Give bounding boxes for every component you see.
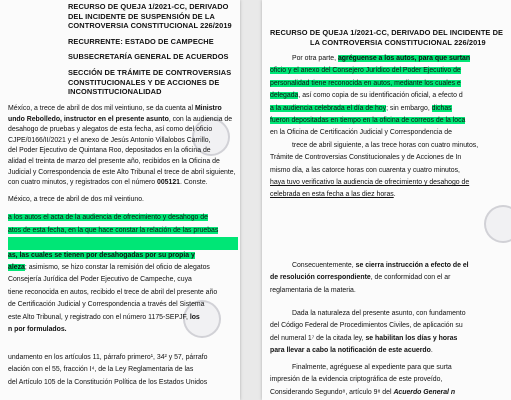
case-header	[68, 2, 238, 97]
delegate-paragraph	[270, 53, 511, 202]
text-line: elación con el 55, fracción I⁴, de la Ley Reglamentaria de las	[8, 366, 194, 374]
text-run: .	[430, 347, 433, 355]
text-line: desahogo de pruebas y alegatos de esta fecha, así como del oficio	[8, 126, 213, 134]
closing-instruction-paragraph	[270, 260, 511, 297]
header-line: SUBSECRETARÍA GENERAL DE ACUERDOS	[68, 52, 229, 62]
highlighted-run: a la audiencia celebrada el día de hoy	[270, 104, 387, 112]
header-line: CONTROVERSIA CONSTITUCIONAL 226/2019	[68, 21, 232, 31]
text-run: ; asimismo, se hizo constar la remisión del oficio de alegatos	[24, 264, 210, 272]
header-line: LA CONTROVERSIA CONSTITUCIONAL 226/2019	[310, 37, 486, 47]
text-run: se cierra instrucción a efecto de el	[355, 262, 469, 269]
text-line: reglamentaria de la materia.	[270, 286, 356, 294]
text-line: del Artículo 105 de la Constitución Política de los Estados Unidos	[8, 378, 208, 386]
highlighted-run: personalidad tiene reconocida en autos, mediante los cuales e	[270, 79, 461, 87]
text-run: de resolución correspondiente	[270, 274, 371, 282]
text-run: Dada la naturaleza del presente asunto, con fundamento	[292, 310, 466, 317]
highlighted-run: aleza	[8, 264, 25, 272]
text-run: , así como copia de su identificación oficial, a efecto d	[298, 92, 463, 100]
header-line: CONSTITUCIONALES Y DE ACCIONES DE	[68, 77, 220, 87]
text-run: , de conformidad con el ar	[370, 274, 451, 282]
text-run: los	[189, 313, 200, 321]
final-paragraph	[270, 362, 511, 399]
text-run: del numeral 1⁷ de la citada ley,	[270, 334, 364, 342]
highlighted-run: a los autos el acta de la audiencia de ofrecimiento y desahogo de	[8, 214, 208, 222]
text-line: mismo día, a las catorce horas con cuarenta y cuatro minutos,	[270, 166, 460, 174]
enabling-hours-paragraph	[270, 308, 511, 358]
text-run: Considerando Segundo⁸, artículo 9⁸ del	[270, 388, 392, 396]
header-line: RECURSO DE QUEJA 1/2021-CC, DERIVADO DEL INCIDENTE DE	[270, 28, 504, 37]
text-run: se habilitan los días y horas	[365, 334, 458, 342]
header-line: RECURRENTE: ESTADO DE CAMPECHE	[68, 36, 214, 46]
header-line: RECURSO DE QUEJA 1/2021-CC, DERIVADO	[68, 2, 229, 11]
highlighted-run: as, las cuales se tienen por desahogadas por su propia y	[8, 251, 195, 259]
seal-watermark	[484, 205, 511, 243]
highlighted-run: agréguense a los autos, para que surtan	[337, 55, 471, 62]
legal-basis-paragraph	[8, 352, 240, 389]
text-run: celebrada en esta fecha a las diez horas	[270, 191, 394, 199]
text-line: impresión de la evidencia criptográfica de este proveído,	[270, 376, 443, 384]
account-paragraph	[8, 104, 236, 189]
text-run: Acuerdo General n	[393, 388, 456, 396]
text-line: CJPE/0166/II/2021 y el anexo de Jesús Antonio Villalobos Carrillo,	[8, 136, 211, 144]
document-page-left	[0, 0, 240, 400]
text-run: Méxíco, a trece de abril de dos mil veintiuno, se da cuenta al	[8, 105, 194, 112]
text-run: con cuatro minutos, y registrados con el número	[8, 179, 156, 187]
header-line: SECCIÓN DE TRÁMITE DE CONTROVERSIAS	[68, 67, 232, 77]
text-line: n por formulados.	[8, 326, 67, 334]
text-line: Consejería Jurídica del Poder Ejecutivo de Campeche, cuya	[8, 276, 192, 284]
text-line: alidad el treinta de marzo del presente año, recibidos en la Oficina de	[8, 157, 220, 165]
text-run: Finalmente, agréguese al expediente para que surta	[292, 364, 452, 371]
highlighted-run: oficio y el anexo del Consejero Jurídico del Poder Ejecutivo de	[270, 67, 461, 75]
text-run: Consecuentemente,	[292, 262, 354, 269]
document-page-right	[262, 0, 511, 400]
highlighted-run: dichas	[431, 104, 452, 112]
highlighted-run: fueron depositadas en tiempo en la oficina de correos de la loca	[270, 117, 466, 125]
text-run: , con la audiencia de	[168, 115, 233, 123]
text-line: haya tuvo verificativo la audiencia de ofrecimiento y desahogo de	[270, 179, 470, 187]
text-line: Judicial y Correspondencia de este Alto Tribunal el trece de abril siguiente,	[8, 168, 236, 176]
text-run: .	[393, 191, 396, 199]
text-line: Trámite de Controversias Constitucionales y de Acciones de In	[270, 154, 462, 162]
text-line: del Poder Ejecutivo de Quintana Roo, depositados en la oficina de	[8, 147, 211, 155]
text-run: Por otra parte,	[292, 55, 337, 62]
header-line: INCONSTITUCIONALIDAD	[68, 87, 162, 97]
text-run: para llevar a cabo la notificación de este acuerdo	[270, 347, 431, 355]
highlighted-run: atos de esta fecha, en la que hace constar la relación de las pruebas	[8, 226, 219, 234]
text-line: en la Oficina de Certificación Judicial y Correspondencia de	[270, 129, 452, 137]
text-run: undo Rebolledo, instructor en el presente asunto	[8, 115, 169, 123]
case-header	[270, 28, 511, 47]
text-line: México, a trece de abril de dos mil veintiuno.	[8, 196, 144, 203]
text-run: 005121	[157, 179, 180, 187]
text-run: ; sin embargo,	[386, 104, 430, 112]
agreement-paragraph	[8, 194, 240, 336]
text-run: este Alto Tribunal, y registrado con el número 1175-SEPJF,	[8, 313, 188, 321]
text-line: undamento en los artículos 11, párrafo primero¹, 34² y 57, párrafo	[8, 354, 208, 361]
text-line: tiene reconocida en autos, recibido el trece de abril del presente año	[8, 288, 218, 296]
header-line: DEL INCIDENTE DE SUSPENSIÓN DE LA	[68, 11, 215, 21]
text-run: Ministro	[194, 105, 222, 112]
highlighted-run: delegada	[270, 92, 299, 100]
text-run: trece de abril siguiente, a las trece horas con cuatro minutos,	[292, 141, 479, 149]
text-line: del Código Federal de Procedimientos Civiles, de aplicación su	[270, 322, 463, 330]
text-run: . Conste.	[180, 179, 208, 187]
text-line: de Certificación Judicial y Correspondencia a través del Sistema	[8, 301, 205, 309]
